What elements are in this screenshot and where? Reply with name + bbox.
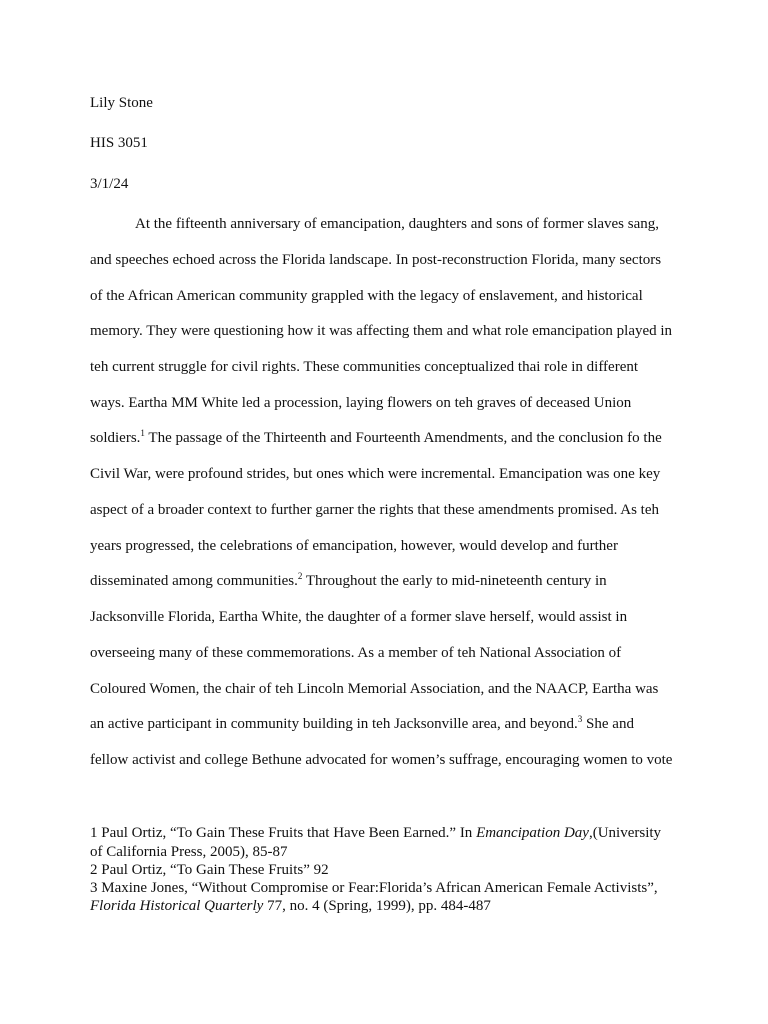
course-code: HIS 3051	[90, 135, 148, 151]
body-line	[90, 714, 690, 734]
body-text: Throughout the early to mid-nineteenth century in	[302, 573, 607, 589]
footnote-text: 77, no. 4 (Spring, 1999), pp. 484-487	[263, 898, 491, 914]
footnote-1-cont: of California Press, 2005), 85-87	[90, 844, 288, 860]
footnote-text: 1 Paul Ortiz, “To Gain These Fruits that Have Been Earned.” In	[90, 825, 477, 841]
document-date: 3/1/24	[90, 176, 129, 192]
body-line: Civil War, were profound strides, but ones which were incremental. Emancipation was one key	[90, 466, 661, 482]
body-text: soldiers.	[90, 430, 141, 446]
footnote-2: 2 Paul Ortiz, “To Gain These Fruits” 92	[90, 862, 329, 878]
footnote-ref-3[interactable]: 3	[577, 714, 583, 724]
footnote-3-cont	[90, 897, 491, 915]
body-line: At the fifteenth anniversary of emancipation, daughters and sons of former slaves sang,	[135, 216, 660, 232]
body-line: teh current struggle for civil rights. These communities conceptualized thai role in different	[90, 359, 639, 375]
book-title: Emancipation Day	[476, 825, 589, 841]
body-line: years progressed, the celebrations of emancipation, however, would develop and further	[90, 538, 618, 554]
author-name: Lily Stone	[90, 95, 153, 111]
footnote-3: 3 Maxine Jones, “Without Compromise or Fear:Florida’s African American Female Activists”,	[90, 880, 658, 896]
body-text: an active participant in community building in teh Jacksonville area, and beyond.	[90, 716, 578, 732]
body-line: ways. Eartha MM White led a procession, laying flowers on teh graves of deceased Union	[90, 395, 632, 411]
body-line: Jacksonville Florida, Eartha White, the daughter of a former slave herself, would assist in	[90, 609, 628, 625]
body-line: and speeches echoed across the Florida landscape. In post-reconstruction Florida, many sectors	[90, 252, 662, 268]
footnote-ref-2[interactable]: 2	[297, 571, 303, 581]
body-line: Coloured Women, the chair of teh Lincoln Memorial Association, and the NAACP, Eartha was	[90, 681, 659, 697]
body-line	[90, 571, 690, 591]
body-line: of the African American community grappled with the legacy of enslavement, and historical	[90, 288, 643, 304]
body-line: aspect of a broader context to further garner the rights that these amendments promised. As teh	[90, 502, 659, 518]
body-line: fellow activist and college Bethune advocated for women’s suffrage, encouraging women to vote	[90, 752, 673, 768]
footnote-ref-1[interactable]: 1	[140, 428, 145, 438]
body-text: She and	[582, 716, 634, 732]
footnote-1	[90, 824, 661, 842]
body-text: The passage of the Thirteenth and Fourteenth Amendments, and the conclusion fo the	[144, 430, 662, 446]
body-text: disseminated among communities.	[90, 573, 298, 589]
body-line	[90, 428, 690, 448]
body-line: overseeing many of these commemorations. As a member of teh National Association of	[90, 645, 622, 661]
body-line: memory. They were questioning how it was affecting them and what role emancipation played in	[90, 323, 673, 339]
journal-title: Florida Historical Quarterly	[90, 898, 264, 914]
footnote-text: ,(University	[588, 825, 662, 841]
